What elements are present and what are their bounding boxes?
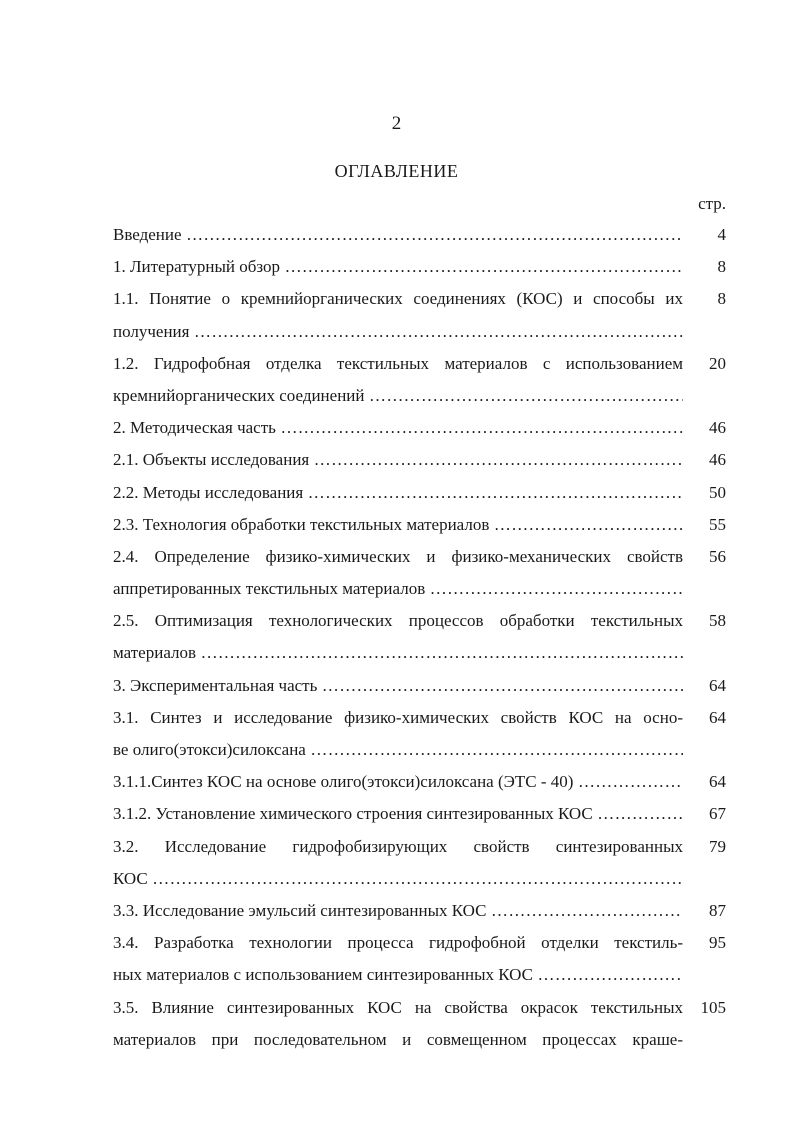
toc-entry-text: 2.4. Определение физико-химических и физико-механических свойств [113, 546, 683, 566]
toc-entry-text: аппретированных текстильных материалов …………………………………………………………………………………………………………………………………………………………… [113, 573, 683, 605]
toc-entry [113, 444, 733, 476]
toc-entry-page: 64 [709, 772, 726, 792]
toc-entry-text: 1.1. Понятие о кремнийорганических соединениях (КОС) и способы их [113, 289, 683, 309]
toc-entry [113, 605, 733, 669]
toc-entry-text: 2.5. Оптимизация технологических процессов обработки текстильных [113, 611, 683, 631]
toc-entry [113, 348, 733, 412]
toc-entry-text: ных материалов с использованием синтезированных КОС …………………………………………………………………………………………………………………………………………………………… [113, 959, 683, 991]
toc-entry [113, 831, 733, 895]
toc-entry-page: 8 [717, 289, 726, 309]
toc-entry [113, 798, 733, 830]
toc-entry-page: 64 [709, 675, 726, 695]
toc-entry [113, 927, 733, 991]
toc-entry-text: 3.5. Влияние синтезированных КОС на свойства окрасок текстильных [113, 997, 683, 1017]
toc-entry-text: материалов …………………………………………………………………………………………………………………………………………………………… [113, 637, 683, 669]
toc-entry [113, 509, 733, 541]
toc-entry-page: 95 [709, 933, 726, 953]
toc-entry-text: 3.4. Разработка технологии процесса гидрофобной отделки текстиль- [113, 933, 683, 953]
toc-entry-text: 3.1.1.Синтез КОС на основе олиго(этокси)силоксана (ЭТС - 40) …………………………………………………………………………………………………………………………………………………………… [113, 766, 683, 798]
toc-entry [113, 766, 733, 798]
toc-entry-text: 3.1.2. Установление химического строения синтезированных КОС …………………………………………………………………………………………………………………………………………………………… [113, 798, 683, 830]
toc-entry-page: 46 [709, 418, 726, 438]
toc-entry [113, 992, 733, 1056]
toc-entry-page: 20 [709, 353, 726, 373]
toc-entry-text: 2.1. Объекты исследования …………………………………………………………………………………………………………………………………………………………… [113, 444, 683, 476]
toc-entry-page: 67 [709, 804, 726, 824]
toc-entry-page: 87 [709, 900, 726, 920]
toc-entry-text: 3.3. Исследование эмульсий синтезированных КОС …………………………………………………………………………………………………………………………………………………………… [113, 895, 683, 927]
toc-entry-page: 4 [717, 225, 726, 244]
toc-entry [113, 412, 733, 444]
toc-entry-text: 2. Методическая часть …………………………………………………………………………………………………………………………………………………………… [113, 412, 683, 444]
toc-entry-page: 79 [709, 836, 726, 856]
toc-entry-text: материалов при последовательном и совмещенном процессах краше- [113, 1029, 683, 1049]
toc-entry-page: 105 [700, 997, 726, 1017]
toc-entry-text: 2.3. Технология обработки текстильных материалов …………………………………………………………………………………………………………………………………………………………… [113, 509, 683, 541]
toc-entry [113, 219, 733, 251]
toc-entry [113, 283, 733, 347]
toc-entry [113, 895, 733, 927]
toc-entry [113, 670, 733, 702]
toc-entry-page: 64 [709, 707, 726, 727]
toc-title: ОГЛАВЛЕНИЕ [334, 161, 459, 181]
toc-entry-page: 56 [709, 546, 726, 566]
toc-entry [113, 477, 733, 509]
toc-entry-page: 50 [709, 482, 726, 502]
toc-entry-page: 8 [717, 257, 726, 277]
page-number: 2 [391, 113, 402, 134]
toc-entry-text: 3.2. Исследование гидрофобизирующих свойств синтезированных [113, 836, 683, 856]
toc-entry-text: 1. Литературный обзор …………………………………………………………………………………………………………………………………………………………… [113, 251, 683, 283]
toc-entry-text: ве олиго(этокси)силоксана …………………………………………………………………………………………………………………………………………………………… [113, 734, 683, 766]
toc-entry-text: 2.2. Методы исследования …………………………………………………………………………………………………………………………………………………………… [113, 477, 683, 509]
page-column-header: стр. [698, 194, 726, 213]
table-of-contents [113, 219, 733, 1056]
toc-entry-text: получения …………………………………………………………………………………………………………………………………………………………… [113, 316, 683, 348]
toc-entry-text: КОС …………………………………………………………………………………………………………………………………………………………… [113, 863, 683, 895]
toc-entry [113, 251, 733, 283]
toc-entry-page: 58 [709, 611, 726, 631]
toc-entry-page: 46 [709, 450, 726, 470]
toc-entry-text: 3.1. Синтез и исследование физико-химических свойств КОС на осно- [113, 707, 683, 727]
toc-entry-page: 55 [709, 514, 726, 534]
toc-entry-text: кремнийорганических соединений …………………………………………………………………………………………………………………………………………………………… [113, 380, 683, 412]
toc-entry-text: Введение …………………………………………………………………………………………………………………………………………………………… [113, 219, 683, 251]
toc-entry-text: 3. Экспериментальная часть …………………………………………………………………………………………………………………………………………………………… [113, 670, 683, 702]
toc-entry [113, 541, 733, 605]
toc-entry [113, 702, 733, 766]
toc-entry-text: 1.2. Гидрофобная отделка текстильных материалов с использованием [113, 353, 683, 373]
